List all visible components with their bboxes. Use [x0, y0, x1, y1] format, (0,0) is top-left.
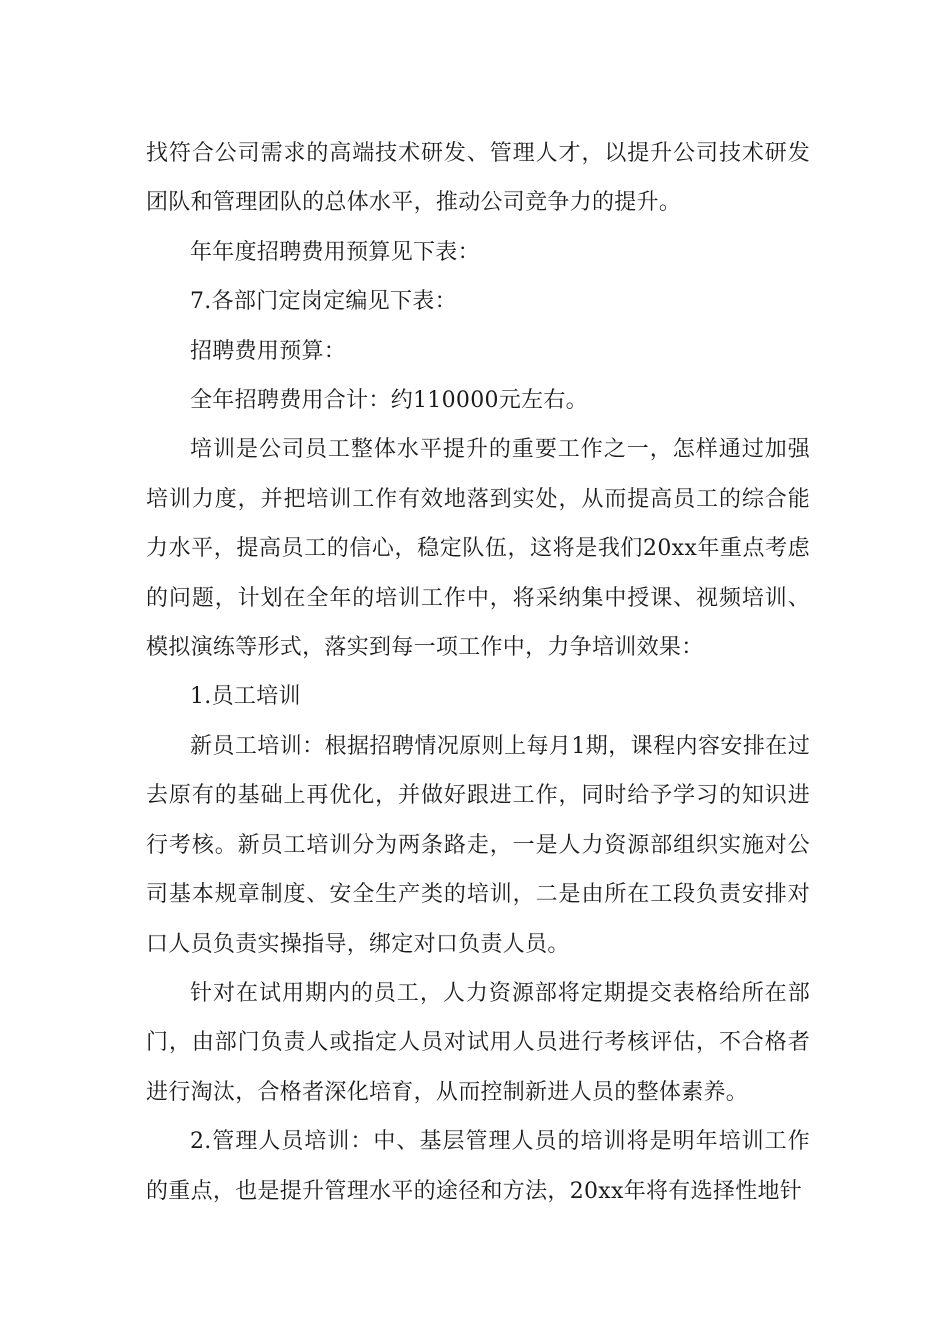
paragraph-new-employee-training: 新员工培训：根据招聘情况原则上每月1期，课程内容安排在过去原有的基础上再优化，并做好跟进工作，同时给予学习的知识进行考核。新员工培训分为两条路走，一是人力资源部组织实施对公司基本规章制度、安全生产类的培训，二是由所在工段负责安排对口人员负责实操指导，绑定对口负责人员。 [146, 733, 810, 957]
paragraph-staffing: 7.各部门定岗定编见下表： [190, 289, 457, 315]
paragraph-probation: 针对在试用期内的员工，人力资源部将定期提交表格给所在部门，由部门负责人或指定人员对试用人员进行考核评估，不合格者进行淘汰，合格者深化培育，从而控制新进人员的整体素养。 [146, 980, 810, 1105]
paragraph-budget-intro: 年年度招聘费用预算见下表： [190, 239, 480, 265]
paragraph-training-intro: 培训是公司员工整体水平提升的重要工作之一，怎样通过加强培训力度，并把培训工作有效地落到实处，从而提高员工的综合能力水平，提高员工的信心，稳定队伍，这将是我们20xx年重点考虑的问题，计划在全年的培训工作中，将采纳集中授课、视频培训、模拟演练等形式，落实到每一项工作中，力争培训效果： [146, 437, 810, 661]
document-body [146, 129, 810, 1216]
paragraph-budget-heading: 招聘费用预算： [190, 338, 347, 364]
paragraph-management-training: 2.管理人员培训：中、基层管理人员的培训将是明年培训工作的重点，也是提升管理水平的途径和方法，20xx年将有选择性地针 [146, 1129, 810, 1204]
paragraph-continuation: 找符合公司需求的高端技术研发、管理人才，以提升公司技术研发团队和管理团队的总体水平，推动公司竞争力的提升。 [146, 141, 810, 216]
paragraph-budget-total: 全年招聘费用合计：约110000元左右。 [190, 388, 588, 414]
paragraph-employee-training-heading: 1.员工培训 [190, 684, 301, 710]
